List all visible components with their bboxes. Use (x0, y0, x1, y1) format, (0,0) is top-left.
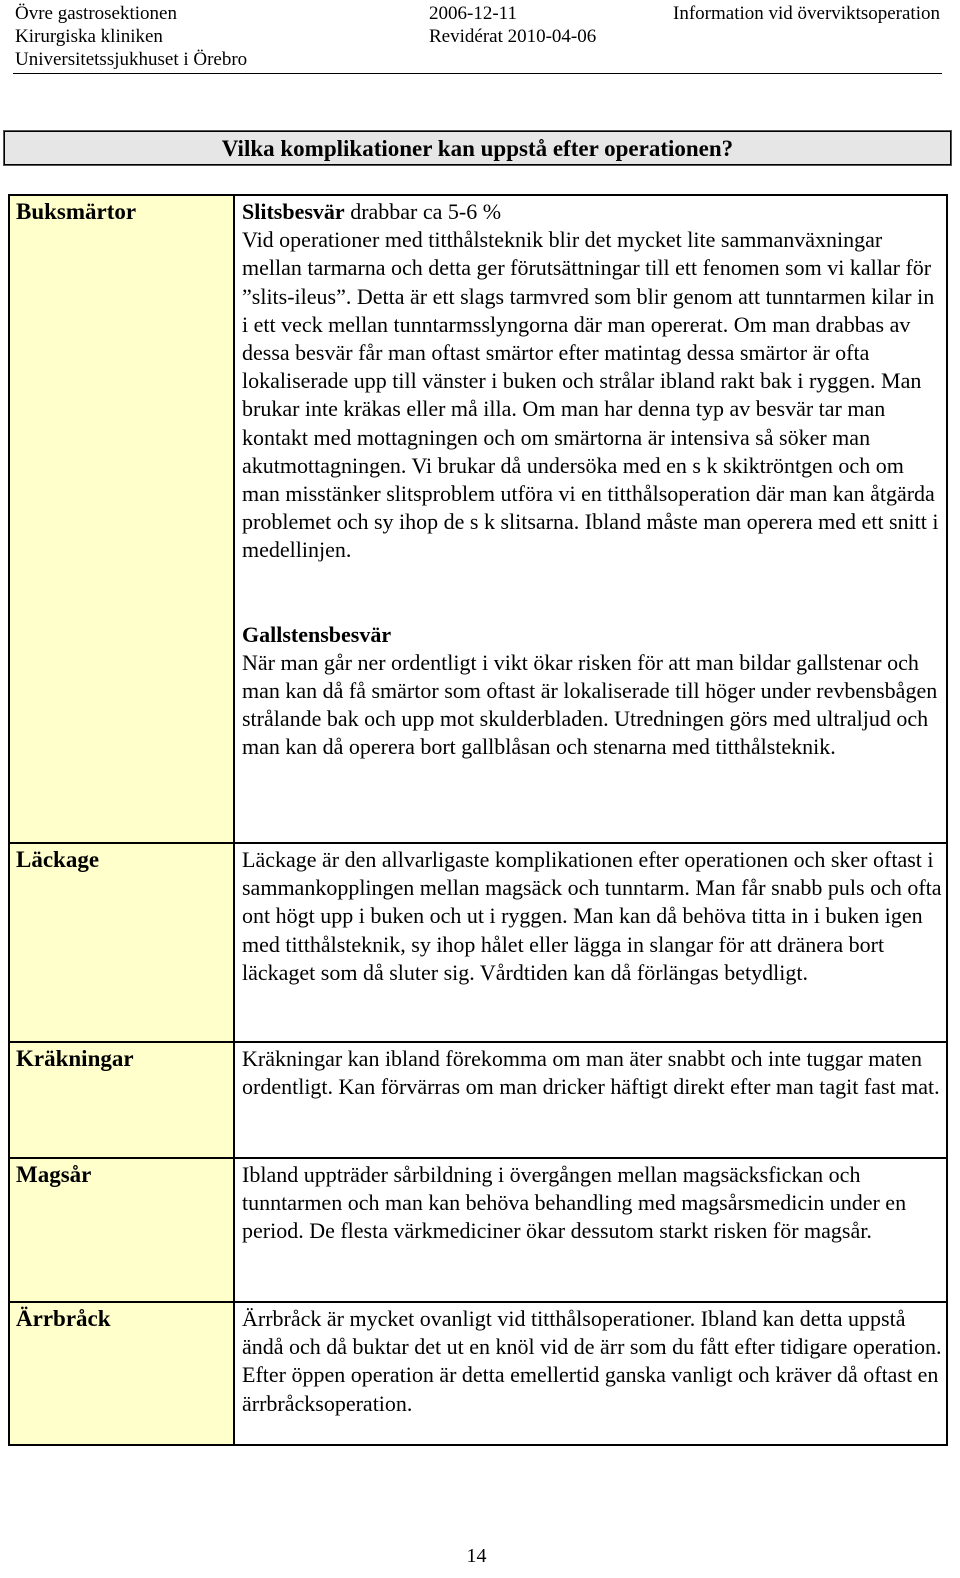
row-content (235, 1303, 946, 1444)
page-number: 14 (466, 1545, 487, 1567)
header-doc-title: Information vid överviktsoperation (673, 3, 940, 24)
paragraph: Vid operationer med titthålsteknik blir det mycket lite sammanväxningar mellan tarmarna och detta ger förutsättningar till ett fenomen som vi kallar för ”slits-ileus”. Detta är ett slags tarmvred som blir genom att tunntarmen kilar in i ett veck mellan tunntarmsslyngorna där man opererat. Om man drabbas av dessa besvär får man oftast smärtor efter matintag dessa smärtor är ofta lokaliserade upp till vänster i buken och strålar ibland rakt bak i ryggen. Man brukar inte kräkas eller må illa. Om man har denna typ av besvär tar man kontakt med mottagningen och om smärtorna är intensiva så söker man akutmottagningen. Vi brukar då undersöka med en s k skiktröntgen och om man misstänker slitsproblem utföra vi en titthålsoperation där man kan åtgärda problemet och sy ihop de s k slitsarna. Ibland måste man operera med ett snitt i medellinjen. (242, 227, 939, 563)
row-label: Ärrbråck (10, 1303, 235, 1444)
header-clinic: Kirurgiska kliniken (15, 26, 163, 47)
header-left (15, 2, 247, 71)
paragraph: När man går ner ordentligt i vikt ökar risken för att man bildar gallstenar och man kan då få smärtor som oftast är lokaliserade till höger under revbensbågen strålande bak och upp mot skulderbladen. Utredningen görs med ultraljud och man kan då operera bort gallblåsan och stenarna med titthålsteknik. (242, 649, 938, 760)
paragraph: Kräkningar kan ibland förekomma om man äter snabbt och inte tuggar maten ordentligt. Kan förvärras om man dricker häftigt direkt efter man tagit fast mat. (242, 1046, 940, 1100)
row-label: Magsår (10, 1159, 235, 1301)
paragraph: Ibland uppträder sårbildning i övergången mellan magsäcksfickan och tunntarmen och man kan behöva behandling med magsårsmedicin under en period. De flesta värkmediciner ökar dessutom starkt risken för magsår. (242, 1162, 907, 1244)
subheading: Gallstensbesvär (242, 621, 392, 647)
row-label: Buksmärtor (10, 196, 235, 842)
complications-table (8, 194, 948, 1446)
table-row (10, 1301, 946, 1444)
row-content (235, 196, 946, 842)
subheading: Slitsbesvär (242, 199, 345, 224)
section-title: Vilka komplikationer kan uppstå efter operationen? (4, 131, 951, 165)
header-section: Övre gastrosektionen (15, 3, 177, 24)
paragraph: Läckage är den allvarligaste komplikationen efter operationen och sker oftast i sammankopplingen mellan magsäck och tunntarm. Man får snabb puls och ofta ont högt upp i buken och ut i ryggen. Man kan då behöva titta in i buken igen med titthålsteknik, sy ihop hålet eller lägga in slangar för att dränera bort läckaget som då sluter sig. Vårdtiden kan då förlängas betydligt. (242, 847, 942, 985)
header-revised: Revidérat 2010-04-06 (429, 26, 597, 47)
row-content (235, 1043, 946, 1157)
row-content (235, 1159, 946, 1301)
table-row (10, 1157, 946, 1301)
header-divider (13, 73, 942, 74)
row-label: Kräkningar (10, 1043, 235, 1157)
table-row (10, 842, 946, 1041)
header-hospital: Universitetssjukhuset i Örebro (15, 49, 248, 70)
header-date: 2006-12-11 (429, 3, 517, 24)
row-content (235, 844, 946, 1041)
row-label: Läckage (10, 844, 235, 1041)
paragraph: Ärrbråck är mycket ovanligt vid titthålsoperationer. Ibland kan detta uppstå ändå och då buktar det ut en knöl vid de ärr som du fått efter tidigare operation. Efter öppen operation är detta emellertid ganska vanligt och kräver då oftast en ärrbråcksoperation. (242, 1306, 942, 1416)
table-row (10, 196, 946, 842)
table-row (10, 1041, 946, 1157)
subheading-note: drabbar ca 5-6 % (344, 199, 502, 224)
header-dates (429, 2, 596, 48)
